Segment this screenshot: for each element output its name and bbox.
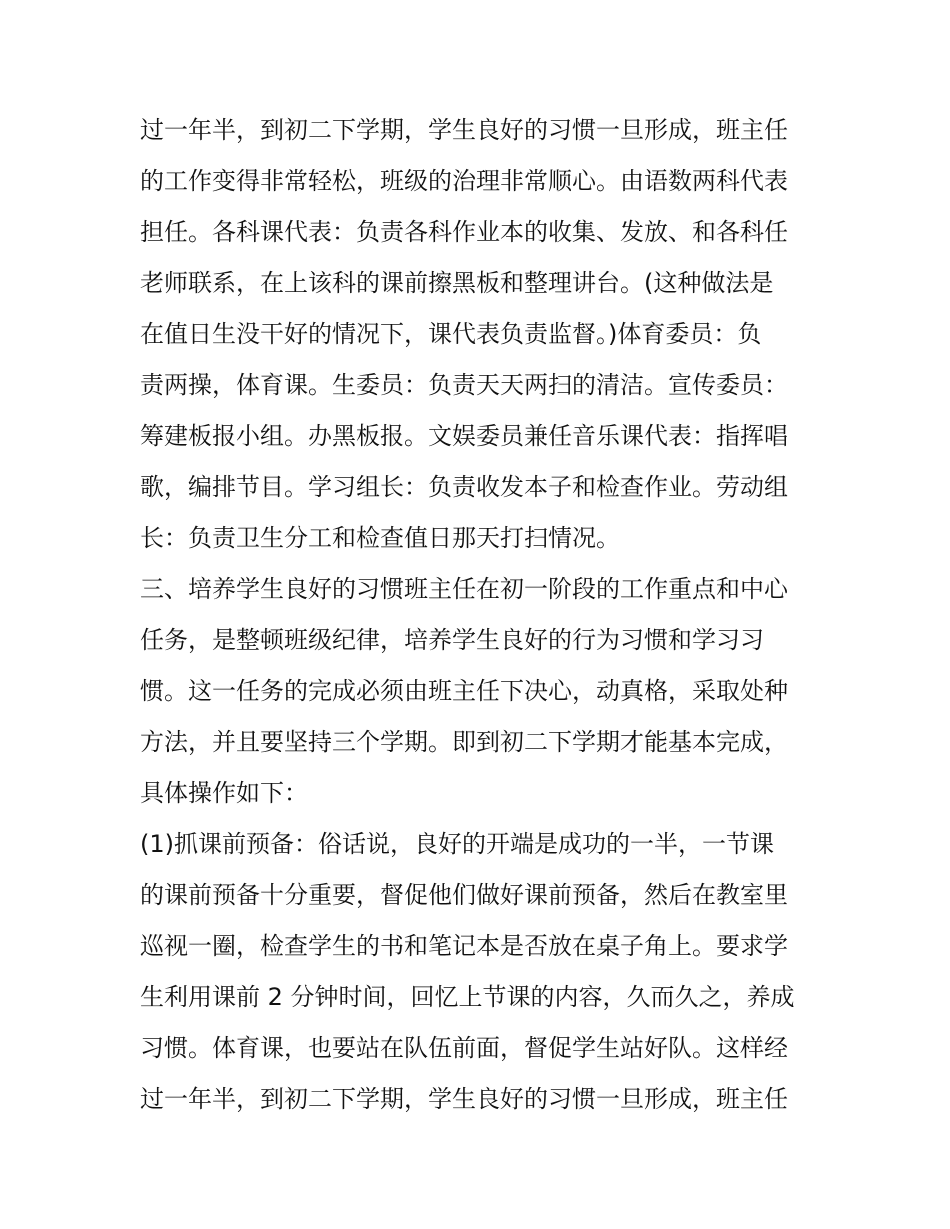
text-line: 任务，是整顿班级纪律，培养学生良好的行为习惯和学习习 bbox=[140, 626, 764, 654]
text-line: 过一年半，到初二下学期，学生良好的习惯一旦形成，班主任 bbox=[140, 116, 788, 144]
text-line: 筹建板报小组。办黑板报。文娱委员兼任音乐课代表：指挥唱 bbox=[140, 422, 788, 450]
text-line: 习惯。体育课，也要站在队伍前面，督促学生站好队。这样经 bbox=[140, 1034, 788, 1062]
text-line: 具体操作如下： bbox=[140, 779, 308, 807]
text-line: 责两操，体育课。生委员：负责天天两扫的清洁。宣传委员： bbox=[140, 371, 788, 399]
body-text bbox=[140, 105, 820, 1125]
text-line: 老师联系，在上该科的课前擦黑板和整理讲台。(这种做法是 bbox=[140, 269, 774, 297]
list-item-line: (1)抓课前预备：俗话说，良好的开端是成功的一半，一节课 bbox=[140, 830, 774, 858]
text-line: 的工作变得非常轻松，班级的治理非常顺心。由语数两科代表 bbox=[140, 167, 788, 195]
text-line: 方法，并且要坚持三个学期。即到初二下学期才能基本完成， bbox=[140, 728, 788, 756]
text-line: 在值日生没干好的情况下，课代表负责监督。)体育委员：负 bbox=[140, 320, 762, 348]
text-line: 长：负责卫生分工和检查值日那天打扫情况。 bbox=[140, 524, 620, 552]
text-line: 巡视一圈，检查学生的书和笔记本是否放在桌子角上。要求学 bbox=[140, 932, 788, 960]
text-line: 生利用课前 2 分钟时间，回忆上节课的内容，久而久之，养成 bbox=[140, 983, 795, 1011]
section-heading-line: 三、培养学生良好的习惯班主任在初一阶段的工作重点和中心 bbox=[140, 575, 788, 603]
text-line: 惯。这一任务的完成必须由班主任下决心，动真格，采取处种 bbox=[140, 677, 788, 705]
text-line: 担任。各科课代表：负责各科作业本的收集、发放、和各科任 bbox=[140, 218, 788, 246]
text-line: 过一年半，到初二下学期，学生良好的习惯一旦形成，班主任 bbox=[140, 1085, 788, 1113]
text-line: 歌，编排节目。学习组长：负责收发本子和检查作业。劳动组 bbox=[140, 473, 788, 501]
text-line: 的课前预备十分重要，督促他们做好课前预备，然后在教室里 bbox=[140, 881, 788, 909]
